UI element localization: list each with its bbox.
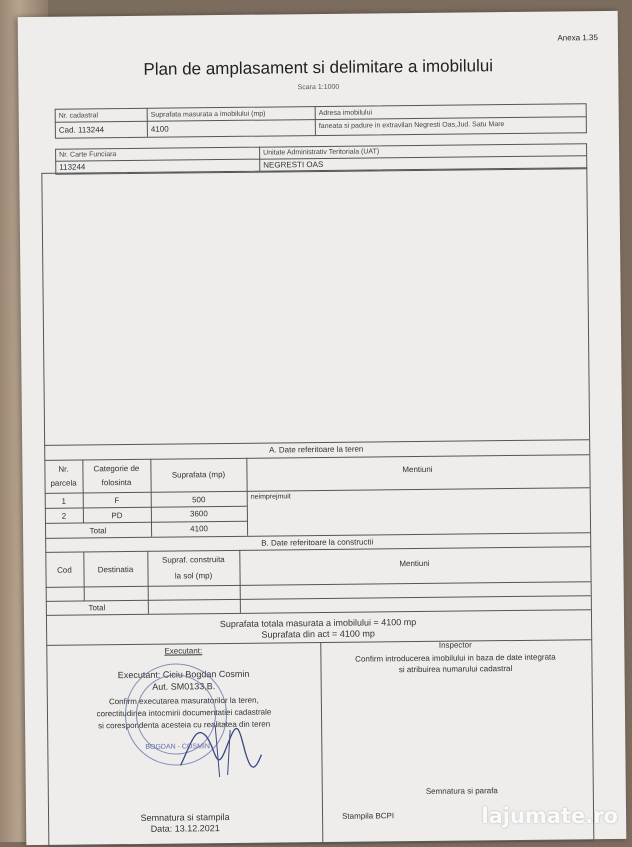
adresa-value: faneata si padure in extravilan Negresti Oas,Jud. Satu Mare xyxy=(318,121,505,131)
section-a-total-value: 4100 xyxy=(190,524,208,534)
stamp-name: BOGDAN - COSMIN xyxy=(145,743,210,751)
row-2-suprafata: 3600 xyxy=(189,509,208,519)
scale-label: Scara 1:1000 xyxy=(297,83,340,92)
uat-label: Unitate Administrativ Teritoriala (UAT) xyxy=(263,148,380,157)
total-measured-area: Suprafata totala masurata a imobilului = 4100 mp xyxy=(219,617,417,630)
row-1-nr: 1 xyxy=(61,496,67,506)
site-watermark: lajumate.ro xyxy=(481,804,618,828)
row-1-suprafata: 500 xyxy=(192,495,206,505)
suprafata-value: 4100 xyxy=(150,124,169,134)
col-supraf-header-1: Supraf. construita xyxy=(161,555,225,565)
adresa-label: Adresa imobilului xyxy=(318,109,373,118)
col-destinatia-header: Destinatia xyxy=(97,564,134,575)
uat-value: NEGRESTI OAS xyxy=(263,159,324,170)
executant-name: Executant: Ciciu Bogdan Cosmin xyxy=(117,668,250,681)
row-2-categorie: PD xyxy=(111,511,123,521)
carte-funciara-value: 113244 xyxy=(59,162,86,172)
executant-header: Executant: xyxy=(164,646,203,656)
col-supraf-header-2: la sol (mp) xyxy=(174,571,213,581)
inspector-confirm-2: si atribuirea numarului cadastral xyxy=(398,664,513,675)
bcpi-stamp-label: Stampila BCPI xyxy=(342,811,395,821)
col-categorie-header: Categorie de xyxy=(93,463,140,474)
section-a-title: A. Date referitoare la teren xyxy=(269,444,364,455)
col-suprafata-header: Suprafata (mp) xyxy=(171,470,226,480)
executant-confirm-3: si corespondenta acesteia cu realitatea din teren xyxy=(97,719,271,731)
act-area: Suprafata din act = 4100 mp xyxy=(261,628,375,640)
col-nr-header: Nr. xyxy=(58,464,69,474)
col-cod-header: Cod xyxy=(57,565,72,575)
row-2-nr: 2 xyxy=(61,511,67,521)
section-b-title: B. Date referitoare la constructii xyxy=(261,537,374,548)
nr-cadastral-label: Nr. cadastral xyxy=(58,112,99,120)
section-b-total-label: Total xyxy=(88,603,106,613)
inspector-header: Inspector xyxy=(438,640,472,650)
col-mentiuni-header: Mentiuni xyxy=(402,464,433,475)
annex-label: Anexa 1.35 xyxy=(557,33,598,43)
col-folosinta-header: folosinta xyxy=(101,477,132,488)
nr-cadastral-value: Cad. 113244 xyxy=(58,125,105,135)
row-1-categorie: F xyxy=(114,496,120,506)
carte-funciara-label: Nr. Carte Funciara xyxy=(59,151,117,159)
executant-authorization: Aut. SM0133,B. xyxy=(152,681,216,692)
document-page xyxy=(18,11,627,845)
row-1-mentiuni: neimprejmuit xyxy=(250,493,291,501)
executant-sign-label: Semnatura si stampila xyxy=(140,811,230,823)
executant-date: Data: 13.12.2021 xyxy=(150,823,220,834)
suprafata-label: Suprafata masurata a imobilului (mp) xyxy=(150,110,266,119)
executant-confirm-1: Confirm executarea masuratorilor la teren, xyxy=(108,695,259,707)
executant-confirm-2: corectitudinea intocmirii documentatiei cadastrale xyxy=(96,707,272,719)
page-title: Plan de amplasament si delimitare a imobilului xyxy=(143,56,494,79)
inspector-sign-label: Semnatura si parafa xyxy=(425,786,498,796)
executant-signature xyxy=(175,705,266,786)
section-a-total-label: Total xyxy=(89,526,107,536)
col-parcela-header: parcela xyxy=(50,478,77,488)
col-mentiuni-b-header: Mentiuni xyxy=(399,558,430,569)
inspector-confirm-1: Confirm introducerea imobilului in baza de date integrata xyxy=(355,652,556,664)
